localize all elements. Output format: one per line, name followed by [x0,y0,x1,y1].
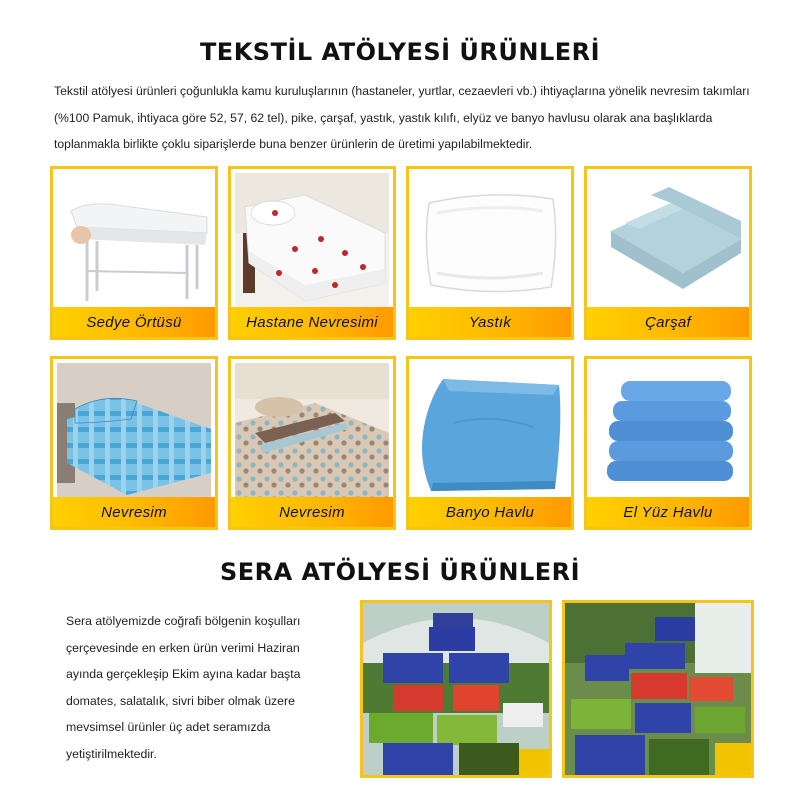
product-card-plaid-bedding[interactable] [50,356,218,530]
product-label: Nevresim [53,497,215,527]
tekstil-title: TEKSTİL ATÖLYESİ ÜRÜNLERİ [199,38,601,66]
tekstil-intro: Tekstil atölyesi ürünleri çoğunlukla kamu kuruluşlarının (hastaneler, yurtlar, cezaevleri vb.) ihtiyaçlarına yönelik nevresim takımları (%100 Pamuk, ihtiyaca göre 52, 57, 62 tel), pike, çarşaf, yastık, yastık kılıfı, elyüz ve banyo havlusu olarak ana başlıklarda toplanmakla birlikte çoklu siparişlerde buna benzer ürünlerin de üretimi yapılabilmektedir. [54,84,750,151]
product-label: Banyo Havlu [409,497,571,527]
product-label: Yastık [409,307,571,337]
sheet-image [591,173,745,310]
sera-title: SERA ATÖLYESİ ÜRÜNLERİ [219,558,581,586]
product-label: Sedye Örtüsü [53,307,215,337]
plaid-bedding-image [57,363,211,500]
bath-towel-image [413,363,567,500]
product-label: Nevresim [231,497,393,527]
sera-description: Sera atölyemizde coğrafi bölgenin koşulları çerçevesinde en erken ürün verimi Haziran ayında gerçekleşip Ekim ayına kadar başta domates, salatalık, sivri biber olmak üzere mevsimsel ürünler üç adet seramızda yetiştirilmektedir. [66,614,301,761]
product-card-hand-towels[interactable] [584,356,752,530]
product-card-sheet[interactable] [584,166,752,340]
hospital-bedding-image [235,173,389,310]
product-card-stretcher-cover[interactable] [50,166,218,340]
product-card-pillow[interactable] [406,166,574,340]
product-card-bath-towel[interactable] [406,356,574,530]
greenhouse-produce-photo [562,600,754,778]
hand-towels-image [591,363,745,500]
patterned-bedding-image [235,363,389,500]
product-card-patterned-bedding[interactable] [228,356,396,530]
greenhouse-produce-photo [360,600,552,778]
pillow-image [413,173,567,310]
product-label: Hastane Nevresimi [231,307,393,337]
product-label: Çarşaf [587,307,749,337]
product-label: El Yüz Havlu [587,497,749,527]
product-card-hospital-bedding[interactable] [228,166,396,340]
stretcher-cover-image [57,173,211,310]
